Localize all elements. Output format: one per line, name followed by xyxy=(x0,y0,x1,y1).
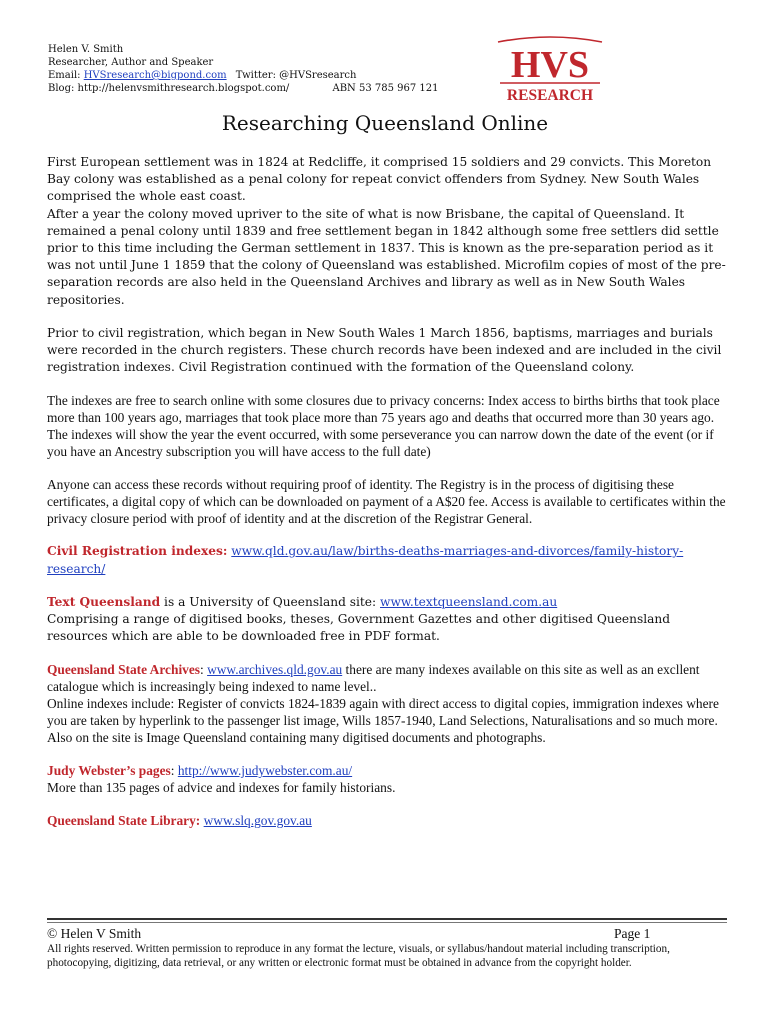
state-archives-desc: Online indexes include: Register of convicts 1824-1839 again with direct access to digital copies, immigration indexes where you are taken by hyperlink to the passenger list image, Wills 1857-1940, Land Selections, Naturalisations and so much more. Also on the site is Image Queensland containing many digitised documents and photographs. xyxy=(47,696,719,746)
email-label: Email: xyxy=(48,70,81,81)
paragraph-identity: Anyone can access these records without requiring proof of identity. The Registry is in the process of digitising these certificates, a digital copy of which can be downloaded on payment of a A$20 fee. Access is available to certificates within the privacy closure period with proof of identity and at the discretion of the Registrar General. xyxy=(47,477,726,527)
text-queensland-intro: is a University of Queensland site: xyxy=(160,594,381,609)
state-library-link[interactable]: www.slq.gov.gov.au xyxy=(203,813,312,829)
resource-text-queensland xyxy=(47,594,727,646)
twitter-handle: Twitter: @HVSresearch xyxy=(235,70,357,81)
blog-line xyxy=(48,82,439,95)
abn-number: ABN 53 785 967 121 xyxy=(332,83,439,94)
footer-divider-thin xyxy=(47,922,727,923)
state-archives-heading: Queensland State Archives xyxy=(47,662,201,678)
civil-registration-heading: Civil Registration indexes: xyxy=(47,544,228,559)
state-library-heading: Queensland State Library: xyxy=(47,813,201,829)
logo-arc xyxy=(498,37,602,42)
resource-state-library xyxy=(47,812,727,829)
resource-judy-webster xyxy=(47,762,727,796)
resource-civil-registration xyxy=(47,543,727,577)
author-role: Researcher, Author and Speaker xyxy=(48,57,214,68)
hvs-research-logo xyxy=(494,34,606,104)
civil-registration-link[interactable]: www.qld.gov.au/law/births-deaths-marriages-and-divorces/family-history-research/ xyxy=(47,544,684,576)
state-archives-link[interactable]: www.archives.qld.gov.au xyxy=(207,662,343,678)
judy-webster-desc: More than 135 pages of advice and indexes for family historians. xyxy=(47,780,396,796)
footer-divider xyxy=(47,918,727,920)
state-archives-intro: there are many indexes available on this site as well as an excllent catalogue which is increasingly being indexed to name level.. xyxy=(47,662,700,695)
judy-webster-link[interactable]: http://www.judywebster.com.au/ xyxy=(177,763,353,779)
footer-page-number: Page 1 xyxy=(614,926,651,941)
page-title: Researching Queensland Online xyxy=(221,111,549,135)
blog-url: Blog: http://helenvsmithresearch.blogspot.com/ xyxy=(48,83,290,94)
article-body xyxy=(47,154,727,845)
author-name: Helen V. Smith xyxy=(48,44,124,55)
logo-hvs-text: HVS xyxy=(510,44,590,86)
footer-rights-notice: All rights reserved. Written permission to reproduce in any format the lecture, visuals, or syllabus/handout material including transcription, photocopying, digitizing, data retrieval, or any written or electronic format must be obtained in advance from the copyright holder. xyxy=(47,943,670,969)
judy-webster-heading: Judy Webster’s pages xyxy=(47,763,171,779)
paragraph-indexes: The indexes are free to search online with some closures due to privacy concerns: Index access to births births that took place more than 100 years ago, marriages that took place more than 75 years ago and deaths that occurred more than 30 years ago. The indexes will show the year the event occurred, with some perseverance you can narrow down the date of the event (or if you have an Ancestry subscription you will have access to the full date) xyxy=(47,393,720,460)
footer-copyright: © Helen V Smith xyxy=(47,926,142,941)
judy-webster-colon: : xyxy=(170,763,178,779)
text-queensland-link[interactable]: www.textqueensland.com.au xyxy=(380,594,558,609)
paragraph-settlement: First European settlement was in 1824 at Redcliffe, it comprised 15 soldiers and 29 convicts. This Moreton Bay colony was established as a penal colony for repeat convict offenders from Sydney. New South Wales comprised the whole east coast. xyxy=(47,155,712,204)
logo-research-text: RESEARCH xyxy=(506,87,594,104)
contact-line xyxy=(48,69,439,82)
state-archives-colon: : xyxy=(200,662,208,678)
paragraph-church-records: Prior to civil registration, which began in New South Wales 1 March 1856, baptisms, marriages and burials were recorded in the church registers. These church records have been indexed and are included in the civil registration indexes. Civil Registration continued with the formation of the Queensland colony. xyxy=(47,325,722,375)
author-header xyxy=(48,43,439,95)
resource-state-archives xyxy=(47,661,727,746)
text-queensland-heading: Text Queensland xyxy=(47,594,161,609)
paragraph-brisbane: After a year the colony moved upriver to the site of what is now Brisbane, the capital of Queensland. It remained a penal colony until 1839 and free settlement began in 1842 although some free settlers did settle prior to this time including the German settlement in 1837. This is known as the pre-separation period as it was not until June 1 1859 that the colony of Queensland was established. Microfilm copies of most of the pre-separation records are also held in the Queensland Archives and library as well as in New South Wales repositories. xyxy=(47,206,726,307)
text-queensland-desc: Comprising a range of digitised books, theses, Government Gazettes and other digitised Queensland resources which are able to be downloaded free in PDF format. xyxy=(47,612,671,644)
email-link[interactable]: HVSresearch@bigpond.com xyxy=(83,70,227,81)
